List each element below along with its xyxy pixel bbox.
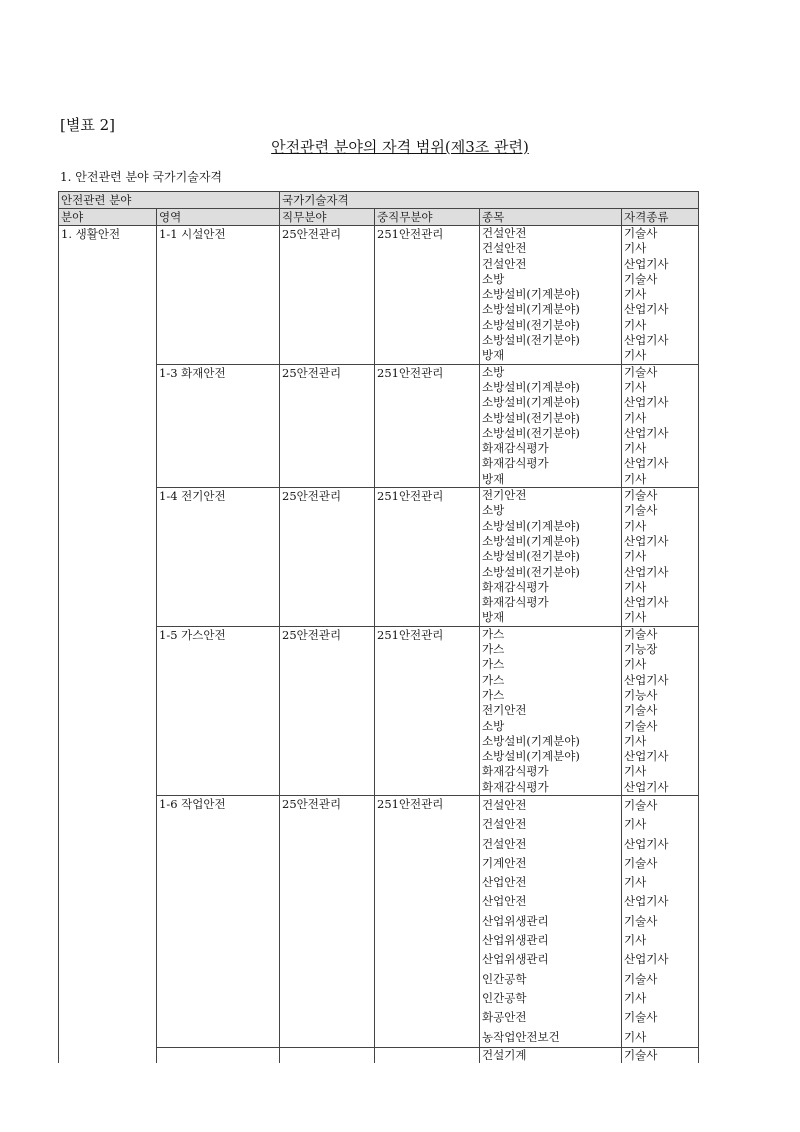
item-name: 가스 bbox=[482, 687, 505, 702]
item-grade: 기술사 bbox=[624, 503, 658, 518]
item-grade: 기사 bbox=[624, 657, 647, 672]
grade-cell bbox=[622, 488, 699, 627]
item-grade: 산업기사 bbox=[624, 672, 669, 687]
sub-job-field-cell: 251안전관리 bbox=[375, 488, 480, 627]
item-name: 소방설비(전기분야) bbox=[482, 333, 580, 348]
item-grade: 산업기사 bbox=[624, 749, 669, 764]
item-cell bbox=[480, 364, 622, 487]
header-group-row bbox=[59, 192, 699, 209]
item-grade: 산업기사 bbox=[624, 595, 669, 610]
item-grade: 산업기사 bbox=[624, 256, 669, 271]
item-name: 건설안전 bbox=[482, 241, 527, 256]
item-grade: 기사 bbox=[624, 579, 647, 594]
item-grade: 산업기사 bbox=[624, 456, 669, 471]
item-name: 화재감식평가 bbox=[482, 579, 549, 594]
item-name: 소방설비(전기분야) bbox=[482, 564, 580, 579]
item-grade: 기사 bbox=[624, 441, 647, 456]
item-name: 건설기계 bbox=[482, 1047, 527, 1062]
item-name: 산업위생관리 bbox=[482, 913, 549, 928]
item-grade: 기사 bbox=[624, 549, 647, 564]
col-header-field: 분야 bbox=[59, 209, 157, 226]
item-grade: 기사 bbox=[624, 990, 647, 1005]
item-grade: 기술사 bbox=[624, 364, 658, 379]
grade-cell bbox=[622, 226, 699, 365]
item-name: 소방 bbox=[482, 503, 505, 518]
item-grade: 기사 bbox=[624, 933, 647, 948]
item-name: 소방 bbox=[482, 718, 505, 733]
item-grade: 기사 bbox=[624, 317, 647, 332]
item-name: 소방설비(기계분야) bbox=[482, 379, 580, 394]
item-name: 소방설비(기계분야) bbox=[482, 749, 580, 764]
job-field-cell: 25안전관리 bbox=[280, 226, 375, 365]
item-grade: 산업기사 bbox=[624, 779, 669, 794]
item-name: 소방설비(기계분야) bbox=[482, 533, 580, 548]
item-grade: 기술사 bbox=[624, 913, 658, 928]
item-name: 건설안전 bbox=[482, 226, 527, 240]
item-name: 소방설비(기계분야) bbox=[482, 518, 580, 533]
header-column-row bbox=[59, 209, 699, 226]
item-grade: 기술사 bbox=[624, 703, 658, 718]
item-grade: 기사 bbox=[624, 817, 647, 832]
item-name: 소방설비(기계분야) bbox=[482, 395, 580, 410]
item-cell bbox=[480, 488, 622, 627]
item-name: 전기안전 bbox=[482, 488, 527, 503]
item-name: 가스 bbox=[482, 672, 505, 687]
section-title: 1. 안전관련 분야 국가기술자격 bbox=[60, 170, 222, 184]
item-grade: 기술사 bbox=[624, 855, 658, 870]
annex-label: [별표 2] bbox=[60, 116, 115, 134]
item-grade: 기사 bbox=[624, 875, 647, 890]
item-grade: 기사 bbox=[624, 518, 647, 533]
area-cell: 1-6 작업안전 bbox=[157, 795, 280, 1047]
item-grade: 기사 bbox=[624, 348, 647, 363]
item-grade: 기술사 bbox=[624, 626, 658, 641]
item-grade: 기술사 bbox=[624, 226, 658, 240]
item-name: 산업위생관리 bbox=[482, 933, 549, 948]
item-grade: 기사 bbox=[624, 241, 647, 256]
item-grade: 기능사 bbox=[624, 687, 658, 702]
item-name: 소방 bbox=[482, 271, 505, 286]
item-name: 가스 bbox=[482, 626, 505, 641]
item-name: 산업안전 bbox=[482, 875, 527, 890]
item-name: 건설안전 bbox=[482, 797, 527, 812]
item-name: 산업안전 bbox=[482, 894, 527, 909]
item-name: 가스 bbox=[482, 642, 505, 657]
item-grade: 기술사 bbox=[624, 1047, 658, 1062]
area-cell: 1-1 시설안전 bbox=[157, 226, 280, 365]
grade-cell bbox=[622, 795, 699, 1047]
item-grade: 산업기사 bbox=[624, 894, 669, 909]
item-name: 화재감식평가 bbox=[482, 456, 549, 471]
item-cell bbox=[480, 1047, 622, 1063]
item-grade: 기사 bbox=[624, 410, 647, 425]
area-cell: 1-3 화재안전 bbox=[157, 364, 280, 487]
item-grade: 기사 bbox=[624, 733, 647, 748]
col-header-item: 종목 bbox=[480, 209, 622, 226]
item-grade: 산업기사 bbox=[624, 395, 669, 410]
col-header-sub-job-field: 중직무분야 bbox=[375, 209, 480, 226]
item-name: 소방설비(기계분야) bbox=[482, 287, 580, 302]
item-name: 소방설비(전기분야) bbox=[482, 425, 580, 440]
item-grade: 기술사 bbox=[624, 718, 658, 733]
qualification-table bbox=[58, 191, 699, 1063]
item-grade: 기사 bbox=[624, 471, 647, 486]
item-grade: 산업기사 bbox=[624, 533, 669, 548]
sub-job-field-cell-continued bbox=[375, 1047, 480, 1063]
item-name: 방재 bbox=[482, 348, 505, 363]
item-name: 건설안전 bbox=[482, 836, 527, 851]
item-name: 전기안전 bbox=[482, 703, 527, 718]
item-name: 산업위생관리 bbox=[482, 952, 549, 967]
header-national-qualification: 국가기술자격 bbox=[280, 192, 699, 209]
item-name: 소방 bbox=[482, 364, 505, 379]
job-field-cell: 25안전관리 bbox=[280, 795, 375, 1047]
item-grade: 산업기사 bbox=[624, 333, 669, 348]
item-grade: 기사 bbox=[624, 1029, 647, 1044]
item-grade: 산업기사 bbox=[624, 564, 669, 579]
grade-cell bbox=[622, 626, 699, 795]
item-name: 인간공학 bbox=[482, 971, 527, 986]
item-grade: 기술사 bbox=[624, 488, 658, 503]
item-name: 건설안전 bbox=[482, 817, 527, 832]
sub-job-field-cell: 251안전관리 bbox=[375, 626, 480, 795]
sub-job-field-cell: 251안전관리 bbox=[375, 795, 480, 1047]
item-name: 방재 bbox=[482, 471, 505, 486]
item-name: 소방설비(전기분야) bbox=[482, 410, 580, 425]
item-name: 소방설비(기계분야) bbox=[482, 733, 580, 748]
sub-job-field-cell: 251안전관리 bbox=[375, 364, 480, 487]
item-grade: 산업기사 bbox=[624, 836, 669, 851]
item-name: 농작업안전보건 bbox=[482, 1029, 560, 1044]
item-name: 방재 bbox=[482, 610, 505, 625]
col-header-grade: 자격종류 bbox=[622, 209, 699, 226]
item-name: 소방설비(전기분야) bbox=[482, 317, 580, 332]
item-name: 인간공학 bbox=[482, 990, 527, 1005]
item-grade: 산업기사 bbox=[624, 952, 669, 967]
item-name: 화재감식평가 bbox=[482, 595, 549, 610]
item-cell bbox=[480, 626, 622, 795]
area-cell-continued bbox=[157, 1047, 280, 1063]
job-field-cell: 25안전관리 bbox=[280, 364, 375, 487]
item-grade: 산업기사 bbox=[624, 425, 669, 440]
item-grade: 기사 bbox=[624, 764, 647, 779]
sub-job-field-cell: 251안전관리 bbox=[375, 226, 480, 365]
grade-cell bbox=[622, 1047, 699, 1063]
item-name: 건설안전 bbox=[482, 256, 527, 271]
item-grade: 기술사 bbox=[624, 971, 658, 986]
table-row bbox=[59, 226, 699, 365]
item-cell bbox=[480, 226, 622, 365]
job-field-cell: 25안전관리 bbox=[280, 488, 375, 627]
col-header-area: 영역 bbox=[157, 209, 280, 226]
area-cell: 1-4 전기안전 bbox=[157, 488, 280, 627]
item-grade: 산업기사 bbox=[624, 302, 669, 317]
item-grade: 기사 bbox=[624, 610, 647, 625]
area-cell: 1-5 가스안전 bbox=[157, 626, 280, 795]
item-name: 화재감식평가 bbox=[482, 441, 549, 456]
col-header-job-field: 직무분야 bbox=[280, 209, 375, 226]
item-grade: 기능장 bbox=[624, 642, 658, 657]
item-name: 화재감식평가 bbox=[482, 779, 549, 794]
item-name: 가스 bbox=[482, 657, 505, 672]
header-safety-field: 안전관련 분야 bbox=[59, 192, 280, 209]
item-name: 화공안전 bbox=[482, 1010, 527, 1025]
item-grade: 기술사 bbox=[624, 1010, 658, 1025]
item-grade: 기사 bbox=[624, 379, 647, 394]
item-grade: 기술사 bbox=[624, 797, 658, 812]
job-field-cell-continued bbox=[280, 1047, 375, 1063]
item-name: 화재감식평가 bbox=[482, 764, 549, 779]
grade-cell bbox=[622, 364, 699, 487]
field-cell: 1. 생활안전 bbox=[59, 226, 157, 1064]
document-title: 안전관련 분야의 자격 범위(제3조 관련) bbox=[271, 138, 529, 156]
item-name: 소방설비(전기분야) bbox=[482, 549, 580, 564]
item-name: 소방설비(기계분야) bbox=[482, 302, 580, 317]
job-field-cell: 25안전관리 bbox=[280, 626, 375, 795]
item-grade: 기술사 bbox=[624, 271, 658, 286]
item-grade: 기사 bbox=[624, 287, 647, 302]
item-name: 기계안전 bbox=[482, 855, 527, 870]
item-cell bbox=[480, 795, 622, 1047]
